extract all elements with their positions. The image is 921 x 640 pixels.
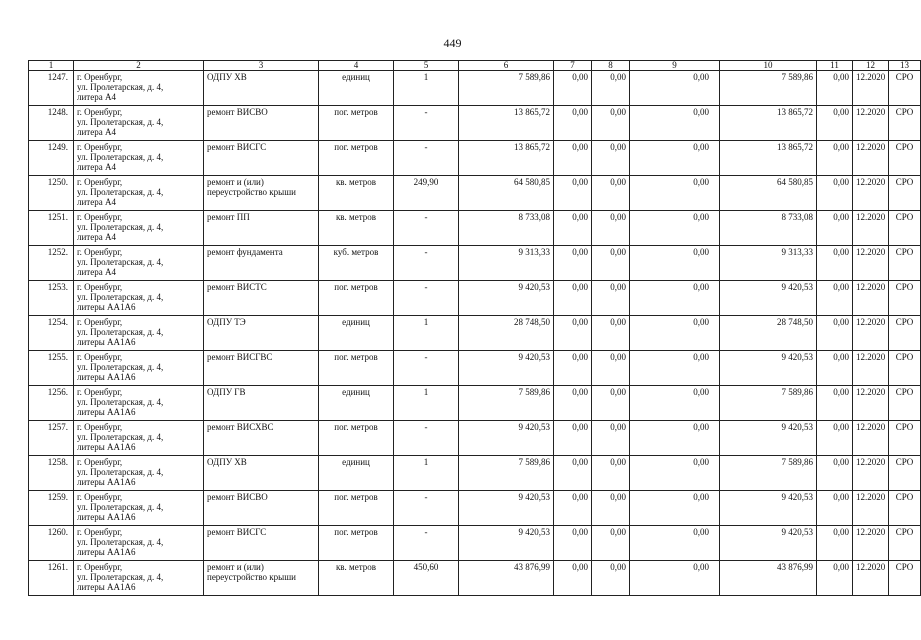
row-number-cell: 1259. <box>29 491 74 526</box>
table-row <box>29 491 921 526</box>
value-cell: 0,00 <box>592 211 630 246</box>
work-type-cell-line: ремонт ВИСТС <box>207 282 267 292</box>
value-cell: 0,00 <box>630 456 720 491</box>
period-cell: 12.2020 <box>853 281 889 316</box>
work-type-cell <box>204 316 319 351</box>
value-cell: 0,00 <box>817 246 853 281</box>
row-number-cell: 1255. <box>29 351 74 386</box>
method-cell: СРО <box>889 421 921 456</box>
value-cell: 7 589,86 <box>720 456 817 491</box>
row-number-cell: 1257. <box>29 421 74 456</box>
quantity-cell: - <box>394 351 459 386</box>
table-row <box>29 456 921 491</box>
column-header: 4 <box>319 61 394 71</box>
work-type-cell <box>204 176 319 211</box>
quantity-cell: 450,60 <box>394 561 459 596</box>
address-cell-line: г. Оренбург, <box>77 562 123 572</box>
period-cell: 12.2020 <box>853 71 889 106</box>
address-cell-line: литеры АА1А6 <box>77 337 136 347</box>
address-cell-line: ул. Пролетарская, д. 4, <box>77 397 164 407</box>
unit-cell: пог. метров <box>319 351 394 386</box>
unit-cell: пог. метров <box>319 526 394 561</box>
column-header: 5 <box>394 61 459 71</box>
value-cell: 0,00 <box>817 491 853 526</box>
address-cell-line: литеры АА1А6 <box>77 547 136 557</box>
value-cell: 9 420,53 <box>720 281 817 316</box>
table-row <box>29 561 921 596</box>
method-cell: СРО <box>889 561 921 596</box>
column-header: 9 <box>630 61 720 71</box>
period-cell: 12.2020 <box>853 246 889 281</box>
address-cell-line: литеры АА1А6 <box>77 302 136 312</box>
address-cell <box>74 526 204 561</box>
unit-cell: пог. метров <box>319 421 394 456</box>
value-cell: 0,00 <box>554 281 592 316</box>
work-type-cell-line: ремонт и (или) <box>207 562 264 572</box>
address-cell-line: г. Оренбург, <box>77 142 123 152</box>
value-cell: 0,00 <box>592 106 630 141</box>
value-cell: 64 580,85 <box>720 176 817 211</box>
period-cell: 12.2020 <box>853 176 889 211</box>
value-cell: 8 733,08 <box>720 211 817 246</box>
address-cell-line: г. Оренбург, <box>77 177 123 187</box>
unit-cell: кв. метров <box>319 211 394 246</box>
value-cell: 13 865,72 <box>720 141 817 176</box>
unit-cell: пог. метров <box>319 281 394 316</box>
value-cell: 9 420,53 <box>720 421 817 456</box>
address-cell <box>74 491 204 526</box>
value-cell: 0,00 <box>592 281 630 316</box>
row-number-cell: 1253. <box>29 281 74 316</box>
work-type-cell <box>204 71 319 106</box>
quantity-cell: - <box>394 421 459 456</box>
page-number: 449 <box>443 36 462 50</box>
row-number-cell: 1247. <box>29 71 74 106</box>
address-cell-line: литера А4 <box>77 267 116 277</box>
work-type-cell <box>204 561 319 596</box>
address-cell <box>74 106 204 141</box>
address-cell <box>74 351 204 386</box>
value-cell: 0,00 <box>630 141 720 176</box>
period-cell: 12.2020 <box>853 351 889 386</box>
address-cell-line: ул. Пролетарская, д. 4, <box>77 117 164 127</box>
address-cell <box>74 456 204 491</box>
value-cell: 0,00 <box>592 316 630 351</box>
address-cell-line: г. Оренбург, <box>77 352 123 362</box>
address-cell-line: ул. Пролетарская, д. 4, <box>77 572 164 582</box>
address-cell <box>74 281 204 316</box>
table-row <box>29 421 921 456</box>
value-cell: 0,00 <box>554 106 592 141</box>
work-type-cell-line: ремонт фундамента <box>207 247 283 257</box>
period-cell: 12.2020 <box>853 421 889 456</box>
method-cell: СРО <box>889 281 921 316</box>
header-row <box>29 61 921 71</box>
address-cell-line: литера А4 <box>77 197 116 207</box>
address-cell-line: ул. Пролетарская, д. 4, <box>77 187 164 197</box>
address-cell-line: ул. Пролетарская, д. 4, <box>77 152 164 162</box>
value-cell: 0,00 <box>817 421 853 456</box>
period-cell: 12.2020 <box>853 561 889 596</box>
address-cell-line: г. Оренбург, <box>77 422 123 432</box>
method-cell: СРО <box>889 526 921 561</box>
value-cell: 0,00 <box>817 211 853 246</box>
value-cell: 7 589,86 <box>720 71 817 106</box>
address-cell <box>74 211 204 246</box>
quantity-cell: - <box>394 526 459 561</box>
work-type-cell-line: ОДПУ ХВ <box>207 457 247 467</box>
value-cell: 9 420,53 <box>720 526 817 561</box>
period-cell: 12.2020 <box>853 211 889 246</box>
address-cell-line: г. Оренбург, <box>77 387 123 397</box>
address-cell <box>74 71 204 106</box>
value-cell: 9 420,53 <box>720 351 817 386</box>
work-type-cell-line: ОДПУ ХВ <box>207 72 247 82</box>
value-cell: 0,00 <box>554 421 592 456</box>
column-header: 12 <box>853 61 889 71</box>
total-cost-cell: 9 420,53 <box>459 351 554 386</box>
value-cell: 0,00 <box>630 106 720 141</box>
value-cell: 0,00 <box>817 386 853 421</box>
value-cell: 0,00 <box>630 211 720 246</box>
work-type-cell <box>204 386 319 421</box>
address-cell <box>74 141 204 176</box>
total-cost-cell: 13 865,72 <box>459 141 554 176</box>
value-cell: 0,00 <box>817 316 853 351</box>
period-cell: 12.2020 <box>853 386 889 421</box>
quantity-cell: 1 <box>394 456 459 491</box>
address-cell-line: литеры АА1А6 <box>77 372 136 382</box>
value-cell: 28 748,50 <box>720 316 817 351</box>
quantity-cell: - <box>394 141 459 176</box>
capital-repair-table <box>28 60 921 596</box>
work-type-cell-line: ремонт ВИСХВС <box>207 422 274 432</box>
column-header: 6 <box>459 61 554 71</box>
address-cell-line: ул. Пролетарская, д. 4, <box>77 502 164 512</box>
column-header: 3 <box>204 61 319 71</box>
row-number-cell: 1250. <box>29 176 74 211</box>
address-cell <box>74 246 204 281</box>
value-cell: 0,00 <box>817 351 853 386</box>
value-cell: 0,00 <box>592 421 630 456</box>
work-type-cell-line: переустройство крыши <box>207 572 296 582</box>
total-cost-cell: 9 313,33 <box>459 246 554 281</box>
row-number-cell: 1254. <box>29 316 74 351</box>
address-cell-line: г. Оренбург, <box>77 282 123 292</box>
table-row <box>29 211 921 246</box>
table-row <box>29 71 921 106</box>
value-cell: 0,00 <box>592 176 630 211</box>
row-number-cell: 1252. <box>29 246 74 281</box>
work-type-cell-line: ОДПУ ГВ <box>207 387 246 397</box>
method-cell: СРО <box>889 386 921 421</box>
period-cell: 12.2020 <box>853 491 889 526</box>
value-cell: 0,00 <box>630 561 720 596</box>
total-cost-cell: 43 876,99 <box>459 561 554 596</box>
unit-cell: единиц <box>319 386 394 421</box>
table-row <box>29 176 921 211</box>
work-type-cell-line: ремонт ВИСГВС <box>207 352 273 362</box>
value-cell: 0,00 <box>630 246 720 281</box>
method-cell: СРО <box>889 211 921 246</box>
address-cell <box>74 561 204 596</box>
address-cell <box>74 421 204 456</box>
work-type-cell-line: ремонт ВИСВО <box>207 107 268 117</box>
quantity-cell: 249,90 <box>394 176 459 211</box>
value-cell: 0,00 <box>630 71 720 106</box>
work-type-cell <box>204 141 319 176</box>
total-cost-cell: 7 589,86 <box>459 386 554 421</box>
value-cell: 0,00 <box>554 386 592 421</box>
quantity-cell: - <box>394 211 459 246</box>
address-cell-line: литеры АА1А6 <box>77 407 136 417</box>
value-cell: 0,00 <box>554 211 592 246</box>
work-type-cell-line: ремонт ПП <box>207 212 250 222</box>
column-header: 10 <box>720 61 817 71</box>
value-cell: 0,00 <box>630 386 720 421</box>
value-cell: 0,00 <box>630 281 720 316</box>
method-cell: СРО <box>889 71 921 106</box>
method-cell: СРО <box>889 106 921 141</box>
total-cost-cell: 8 733,08 <box>459 211 554 246</box>
value-cell: 0,00 <box>554 491 592 526</box>
value-cell: 0,00 <box>554 316 592 351</box>
value-cell: 0,00 <box>554 561 592 596</box>
total-cost-cell: 7 589,86 <box>459 71 554 106</box>
unit-cell: единиц <box>319 71 394 106</box>
value-cell: 0,00 <box>630 176 720 211</box>
unit-cell: единиц <box>319 456 394 491</box>
method-cell: СРО <box>889 176 921 211</box>
value-cell: 0,00 <box>817 71 853 106</box>
address-cell-line: литеры АА1А6 <box>77 442 136 452</box>
method-cell: СРО <box>889 351 921 386</box>
table-row <box>29 141 921 176</box>
value-cell: 0,00 <box>592 491 630 526</box>
address-cell-line: ул. Пролетарская, д. 4, <box>77 82 164 92</box>
work-type-cell-line: ремонт ВИСВО <box>207 492 268 502</box>
value-cell: 0,00 <box>817 106 853 141</box>
row-number-cell: 1248. <box>29 106 74 141</box>
value-cell: 0,00 <box>817 561 853 596</box>
method-cell: СРО <box>889 316 921 351</box>
row-number-cell: 1260. <box>29 526 74 561</box>
value-cell: 0,00 <box>554 351 592 386</box>
work-type-cell-line: ремонт и (или) <box>207 177 264 187</box>
period-cell: 12.2020 <box>853 526 889 561</box>
column-header: 7 <box>554 61 592 71</box>
address-cell-line: литеры АА1А6 <box>77 512 136 522</box>
address-cell-line: г. Оренбург, <box>77 527 123 537</box>
method-cell: СРО <box>889 491 921 526</box>
value-cell: 0,00 <box>592 351 630 386</box>
value-cell: 0,00 <box>592 71 630 106</box>
value-cell: 13 865,72 <box>720 106 817 141</box>
quantity-cell: - <box>394 491 459 526</box>
row-number-cell: 1251. <box>29 211 74 246</box>
table-row <box>29 386 921 421</box>
address-cell-line: литеры АА1А6 <box>77 582 136 592</box>
address-cell <box>74 316 204 351</box>
work-type-cell <box>204 456 319 491</box>
method-cell: СРО <box>889 246 921 281</box>
address-cell <box>74 176 204 211</box>
value-cell: 0,00 <box>630 526 720 561</box>
value-cell: 7 589,86 <box>720 386 817 421</box>
value-cell: 0,00 <box>630 316 720 351</box>
quantity-cell: 1 <box>394 71 459 106</box>
value-cell: 0,00 <box>817 176 853 211</box>
value-cell: 0,00 <box>554 176 592 211</box>
address-cell-line: литера А4 <box>77 92 116 102</box>
unit-cell: единиц <box>319 316 394 351</box>
address-cell-line: ул. Пролетарская, д. 4, <box>77 327 164 337</box>
column-header: 1 <box>29 61 74 71</box>
value-cell: 9 420,53 <box>720 491 817 526</box>
table-row <box>29 351 921 386</box>
work-type-cell <box>204 106 319 141</box>
work-type-cell-line: переустройство крыши <box>207 187 296 197</box>
value-cell: 9 313,33 <box>720 246 817 281</box>
address-cell-line: г. Оренбург, <box>77 212 123 222</box>
value-cell: 0,00 <box>554 456 592 491</box>
address-cell-line: ул. Пролетарская, д. 4, <box>77 537 164 547</box>
value-cell: 43 876,99 <box>720 561 817 596</box>
work-type-cell <box>204 246 319 281</box>
address-cell-line: г. Оренбург, <box>77 107 123 117</box>
address-cell-line: г. Оренбург, <box>77 317 123 327</box>
address-cell-line: г. Оренбург, <box>77 492 123 502</box>
value-cell: 0,00 <box>592 386 630 421</box>
table-row <box>29 281 921 316</box>
period-cell: 12.2020 <box>853 106 889 141</box>
value-cell: 0,00 <box>554 526 592 561</box>
value-cell: 0,00 <box>592 141 630 176</box>
row-number-cell: 1256. <box>29 386 74 421</box>
total-cost-cell: 9 420,53 <box>459 421 554 456</box>
work-type-cell <box>204 491 319 526</box>
total-cost-cell: 9 420,53 <box>459 281 554 316</box>
address-cell-line: г. Оренбург, <box>77 247 123 257</box>
work-type-cell-line: ремонт ВИСГС <box>207 527 267 537</box>
work-type-cell <box>204 211 319 246</box>
value-cell: 0,00 <box>630 421 720 456</box>
total-cost-cell: 9 420,53 <box>459 491 554 526</box>
value-cell: 0,00 <box>817 281 853 316</box>
column-header: 8 <box>592 61 630 71</box>
total-cost-cell: 13 865,72 <box>459 106 554 141</box>
quantity-cell: 1 <box>394 316 459 351</box>
work-type-cell <box>204 421 319 456</box>
total-cost-cell: 7 589,86 <box>459 456 554 491</box>
row-number-cell: 1249. <box>29 141 74 176</box>
address-cell-line: литера А4 <box>77 127 116 137</box>
address-cell <box>74 386 204 421</box>
unit-cell: пог. метров <box>319 491 394 526</box>
quantity-cell: - <box>394 281 459 316</box>
column-header: 2 <box>74 61 204 71</box>
column-header: 11 <box>817 61 853 71</box>
value-cell: 0,00 <box>817 141 853 176</box>
total-cost-cell: 64 580,85 <box>459 176 554 211</box>
unit-cell: куб. метров <box>319 246 394 281</box>
address-cell-line: ул. Пролетарская, д. 4, <box>77 432 164 442</box>
value-cell: 0,00 <box>592 246 630 281</box>
column-header: 13 <box>889 61 921 71</box>
period-cell: 12.2020 <box>853 456 889 491</box>
value-cell: 0,00 <box>592 526 630 561</box>
total-cost-cell: 28 748,50 <box>459 316 554 351</box>
address-cell-line: г. Оренбург, <box>77 72 123 82</box>
row-number-cell: 1261. <box>29 561 74 596</box>
address-cell-line: ул. Пролетарская, д. 4, <box>77 467 164 477</box>
method-cell: СРО <box>889 456 921 491</box>
quantity-cell: - <box>394 106 459 141</box>
value-cell: 0,00 <box>817 456 853 491</box>
unit-cell: кв. метров <box>319 176 394 211</box>
work-type-cell <box>204 351 319 386</box>
value-cell: 0,00 <box>630 491 720 526</box>
period-cell: 12.2020 <box>853 316 889 351</box>
work-type-cell-line: ремонт ВИСГС <box>207 142 267 152</box>
address-cell-line: ул. Пролетарская, д. 4, <box>77 292 164 302</box>
total-cost-cell: 9 420,53 <box>459 526 554 561</box>
value-cell: 0,00 <box>554 71 592 106</box>
value-cell: 0,00 <box>554 141 592 176</box>
table-row <box>29 526 921 561</box>
address-cell-line: литеры АА1А6 <box>77 477 136 487</box>
address-cell-line: г. Оренбург, <box>77 457 123 467</box>
address-cell-line: ул. Пролетарская, д. 4, <box>77 222 164 232</box>
table-row <box>29 246 921 281</box>
value-cell: 0,00 <box>592 561 630 596</box>
unit-cell: пог. метров <box>319 106 394 141</box>
quantity-cell: - <box>394 246 459 281</box>
work-type-cell <box>204 526 319 561</box>
address-cell-line: литера А4 <box>77 162 116 172</box>
address-cell-line: литера А4 <box>77 232 116 242</box>
value-cell: 0,00 <box>630 351 720 386</box>
unit-cell: кв. метров <box>319 561 394 596</box>
row-number-cell: 1258. <box>29 456 74 491</box>
work-type-cell-line: ОДПУ ТЭ <box>207 317 246 327</box>
value-cell: 0,00 <box>592 456 630 491</box>
period-cell: 12.2020 <box>853 141 889 176</box>
address-cell-line: ул. Пролетарская, д. 4, <box>77 257 164 267</box>
address-cell-line: ул. Пролетарская, д. 4, <box>77 362 164 372</box>
table-row <box>29 106 921 141</box>
quantity-cell: 1 <box>394 386 459 421</box>
work-type-cell <box>204 281 319 316</box>
value-cell: 0,00 <box>817 526 853 561</box>
unit-cell: пог. метров <box>319 141 394 176</box>
value-cell: 0,00 <box>554 246 592 281</box>
method-cell: СРО <box>889 141 921 176</box>
table-row <box>29 316 921 351</box>
